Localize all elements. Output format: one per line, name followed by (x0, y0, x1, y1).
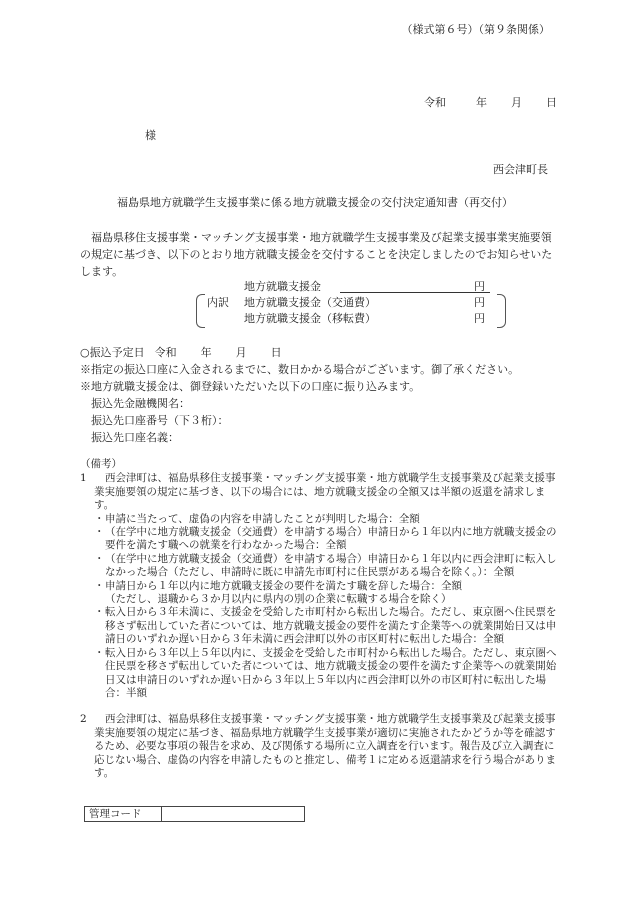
remarks-section (80, 458, 560, 780)
remark-bullet (94, 580, 560, 607)
management-code-label: 管理コード (85, 807, 162, 822)
scheduled-month: 月 (235, 346, 247, 359)
bullet-text: 申請に当たって、虚偽の内容を申請したことが判明した場合：全額 (105, 512, 420, 525)
remark-bullet (94, 526, 560, 553)
amount-transport-label: 地方就職支援金（交通費） (244, 296, 376, 309)
scheduled-date-line (80, 344, 519, 361)
bullet-dot: ・ (94, 552, 105, 565)
date-era: 令和 (424, 96, 446, 109)
document-title: 福島県地方就職学生支援事業に係る地方就職支援金の交付決定通知書（再交付） (117, 196, 513, 209)
bullet-text: 転入日から３年以上５年以内に、支援金を受給した市町村から転出した場合。ただし、東京圏へ住民票を移さず転出していた者については、地方就職支援金の要件を満たす企業等への就業開始日又は申請日のいずれか遅い日から３年以上５年以内に西会津町以外の市区町村に転出した場合：半額 (105, 646, 557, 699)
bullet-dot: ・ (94, 512, 105, 525)
remark-number: 2 (80, 713, 87, 726)
remark-bullet (94, 553, 560, 580)
amount-breakdown-row (196, 297, 506, 313)
bank-name-label: 振込先金融機関名： (91, 397, 190, 410)
bullet-dot: ・ (94, 579, 105, 592)
amount-relocation-currency: 円 (474, 312, 485, 325)
amount-total-label: 地方就職支援金 (244, 280, 321, 293)
bullet-text: （在学中に地方就職支援金（交通費）を申請する場合）申請日から１年以内に地方就職支援金の要件を満たす職への就業を行わなかった場合：全額 (105, 526, 557, 552)
issuer: 西会津町長 (493, 163, 548, 176)
remark-text: 西会津町は、福島県移住支援事業・マッチング支援事業・地方就職学生支援事業及び起業支援事業実施要領の規定に基づき、以下の場合には、地方就職支援金の全額又は半額の返還を請求します。 (94, 472, 556, 512)
scheduled-day: 日 (270, 346, 282, 359)
bullet-subnote: （ただし、退職から３か月以内に県内の別の企業に転職する場合を除く） (105, 593, 452, 606)
bank-name-line (80, 395, 519, 412)
amount-total-field[interactable] (340, 292, 490, 293)
scheduled-era: 令和 (154, 346, 177, 359)
remark-bullet (94, 513, 560, 526)
amount-total-currency: 円 (474, 280, 485, 293)
management-code-field[interactable] (162, 807, 305, 822)
bullet-dot: ・ (94, 526, 105, 539)
remark-bullet (94, 647, 560, 701)
management-code-table (84, 806, 305, 822)
transfer-note-delay: ※指定の振込口座に入金されるまでに、数日かかる場合がございます。御了承ください。 (80, 363, 520, 376)
account-holder-line (80, 429, 519, 446)
remark-item (80, 472, 560, 700)
amount-total-row (196, 281, 506, 297)
account-number-line (80, 412, 519, 429)
form-number: （様式第６号）（第９条関係） (401, 23, 550, 36)
remarks-heading: （備考） (80, 458, 122, 470)
remark-number: 1 (80, 472, 87, 485)
remark-bullet (94, 606, 560, 646)
date-year: 年 (476, 96, 487, 109)
remark-item (80, 713, 560, 780)
bullet-dot: ・ (94, 646, 105, 659)
date-day: 日 (546, 96, 557, 109)
intro-paragraph: 福島県移住支援事業・マッチング支援事業・地方就職学生支援事業及び起業支援事業実施要領の規定に基づき、以下のとおり地方就職支援金を交付することを決定しましたのでお知らせいたします。 (80, 231, 553, 278)
bullet-text: 申請日から１年以内に地方就職支援金の要件を満たす職を辞した場合：全額 (105, 579, 462, 592)
scheduled-date-label: ○振込予定日 (80, 346, 145, 359)
amount-transport-currency: 円 (474, 296, 485, 309)
account-number-label: 振込先口座番号（下３桁）： (91, 414, 229, 427)
amount-relocation-label: 地方就職支援金（移転費） (244, 312, 376, 325)
bullet-dot: ・ (94, 606, 105, 619)
transfer-section (80, 344, 519, 446)
recipient-honorific: 様 (145, 129, 156, 142)
amount-breakdown-row (196, 313, 506, 329)
issue-date (424, 97, 557, 108)
bullet-text: （在学中に地方就職支援金（交通費）を申請する場合）申請日から１年以内に西会津町に転入しなかった場合（ただし、申請時に既に申請先市町村に住民票がある場合を除く。）：全額 (105, 552, 557, 579)
transfer-note-account: ※地方就職支援金は、御登録いただいた以下の口座に振り込みます。 (80, 380, 421, 393)
date-month: 月 (511, 96, 522, 109)
scheduled-year: 年 (200, 346, 212, 359)
bullet-text: 転入日から３年未満に、支援金を受給した市町村から転出した場合。ただし、東京圏へ住民票を移さず転出していた者については、地方就職支援金の要件を満たす企業等への就業開始日又は申請日のいずれか遅い日から３年未満に西会津町以外の市区町村に転出した場合：全額 (105, 606, 557, 646)
amount-section (196, 281, 506, 329)
account-holder-label: 振込先口座名義： (91, 431, 179, 444)
remark-text: 西会津町は、福島県移住支援事業・マッチング支援事業・地方就職学生支援事業及び起業支援事業実施要領の規定に基づき、福島県地方就職学生支援事業が適切に実施されたかどうか等を確認するため、必要な事項の報告を求め、及び関係する場所に立入調査を行います。報告及び立入調査に応じない場合、虚偽の内容を申請したものと推定し、備考１に定める返還請求を行う場合があります。 (94, 713, 556, 779)
breakdown-label: 内訳 (207, 296, 229, 309)
